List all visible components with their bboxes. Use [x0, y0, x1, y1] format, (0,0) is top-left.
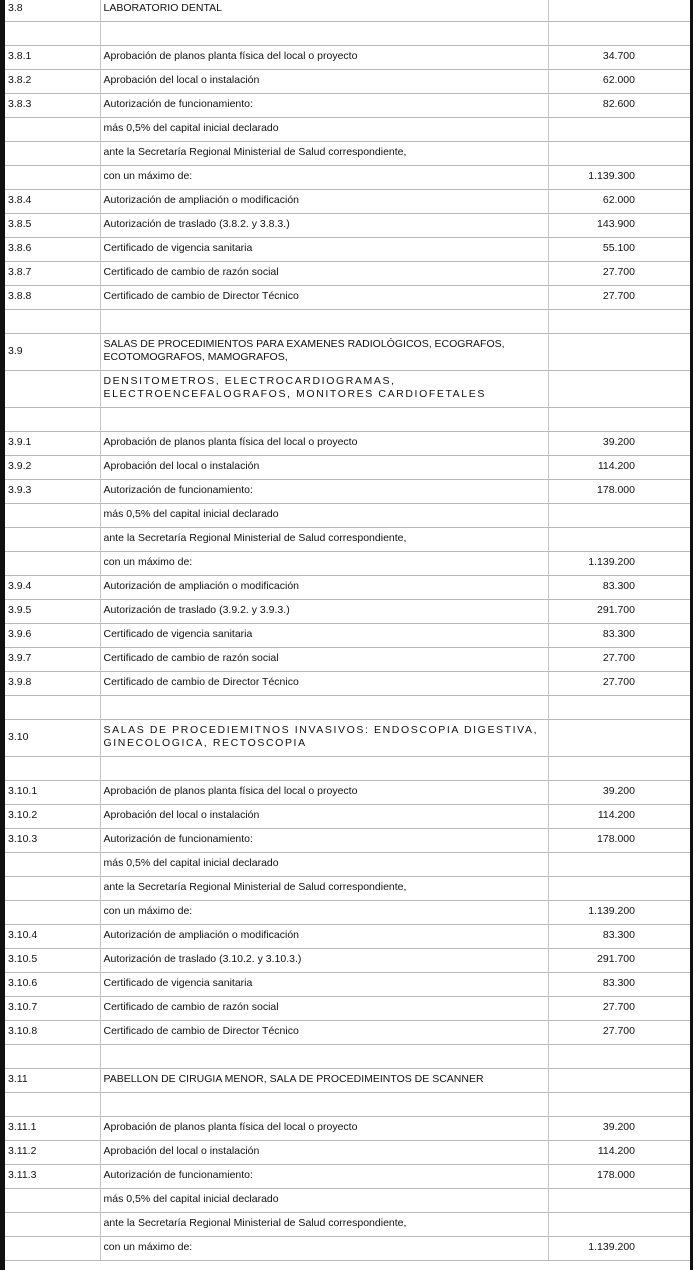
item-code: 3.8.3: [5, 94, 100, 118]
table-row: [5, 432, 690, 456]
item-description: con un máximo de:: [100, 552, 548, 576]
item-code: [5, 166, 100, 190]
item-value: [548, 528, 690, 552]
item-value: 1.139.200: [548, 1237, 690, 1261]
item-code: 3.9.6: [5, 624, 100, 648]
item-value: 55.100: [548, 238, 690, 262]
spacer-row: [5, 1045, 690, 1069]
item-value: 27.700: [548, 648, 690, 672]
item-description: Certificado de cambio de Director Técnico: [100, 672, 548, 696]
section-title: PABELLON DE CIRUGIA MENOR, SALA DE PROCEDIMEINTOS DE SCANNER: [100, 1069, 548, 1093]
table-row: [5, 238, 690, 262]
item-value: 39.200: [548, 781, 690, 805]
table-row: [5, 973, 690, 997]
section-header-row: [5, 1069, 690, 1093]
table-row: [5, 166, 690, 190]
item-description: Certificado de vigencia sanitaria: [100, 624, 548, 648]
section-title: SALAS DE PROCEDIEMITNOS INVASIVOS: ENDOSCOPIA DIGESTIVA, GINECOLOGICA, RECTOSCOPIA: [100, 720, 548, 757]
section-title-continuation: DENSITOMETROS, ELECTROCARDIOGRAMAS, ELECTROENCEFALOGRAFOS, MONITORES CARDIOFETALES: [100, 371, 548, 408]
table-row: [5, 70, 690, 94]
item-value: 114.200: [548, 805, 690, 829]
item-code: 3.9.8: [5, 672, 100, 696]
item-code: [5, 142, 100, 166]
item-code: 3.9.7: [5, 648, 100, 672]
item-description: Certificado de cambio de razón social: [100, 262, 548, 286]
item-description: Aprobación de planos planta física del local o proyecto: [100, 1117, 548, 1141]
item-description: Certificado de vigencia sanitaria: [100, 973, 548, 997]
item-description: con un máximo de:: [100, 1237, 548, 1261]
item-value: 27.700: [548, 672, 690, 696]
table-row: [5, 1141, 690, 1165]
item-value: 62.000: [548, 70, 690, 94]
item-value: 114.200: [548, 456, 690, 480]
section-value: [548, 0, 690, 22]
table-row: [5, 829, 690, 853]
table-row: [5, 528, 690, 552]
spacer-row: [5, 696, 690, 720]
table-row: [5, 214, 690, 238]
item-description: Aprobación de planos planta física del local o proyecto: [100, 781, 548, 805]
item-value: 143.900: [548, 214, 690, 238]
item-value: 83.300: [548, 624, 690, 648]
item-description: Autorización de funcionamiento:: [100, 1165, 548, 1189]
spacer-row: [5, 310, 690, 334]
item-value: 1.139.300: [548, 166, 690, 190]
item-value: 114.200: [548, 1141, 690, 1165]
item-value: 178.000: [548, 829, 690, 853]
item-code: [5, 552, 100, 576]
item-value: [548, 142, 690, 166]
item-code: 3.8.1: [5, 46, 100, 70]
item-description: Autorización de traslado (3.8.2. y 3.8.3.): [100, 214, 548, 238]
table-row: [5, 949, 690, 973]
table-row: [5, 480, 690, 504]
table-row: [5, 877, 690, 901]
item-code: 3.10.3: [5, 829, 100, 853]
table-row: [5, 805, 690, 829]
item-description: Autorización de traslado (3.10.2. y 3.10.3.): [100, 949, 548, 973]
table-row: [5, 781, 690, 805]
item-description: Autorización de ampliación o modificación: [100, 925, 548, 949]
item-description: Certificado de vigencia sanitaria: [100, 238, 548, 262]
item-value: 1.139.200: [548, 552, 690, 576]
item-description: Aprobación del local o instalación: [100, 456, 548, 480]
table-row: [5, 456, 690, 480]
item-description: más 0,5% del capital inicial declarado: [100, 1189, 548, 1213]
section-code: 3.8: [5, 0, 100, 22]
item-description: Aprobación de planos planta física del local o proyecto: [100, 432, 548, 456]
item-code: 3.11.3: [5, 1165, 100, 1189]
item-code: 3.10.7: [5, 997, 100, 1021]
item-code: 3.8.8: [5, 286, 100, 310]
item-value: 39.200: [548, 432, 690, 456]
section-value: [548, 334, 690, 371]
item-code: 3.10.2: [5, 805, 100, 829]
section-value: [548, 1069, 690, 1093]
item-value: 82.600: [548, 94, 690, 118]
item-code: 3.8.5: [5, 214, 100, 238]
item-code: 3.11.1: [5, 1117, 100, 1141]
item-value: [548, 504, 690, 528]
item-code: 3.9.4: [5, 576, 100, 600]
item-description: ante la Secretaría Regional Ministerial de Salud correspondiente,: [100, 877, 548, 901]
item-description: Certificado de cambio de razón social: [100, 997, 548, 1021]
item-code: [5, 877, 100, 901]
table-row: [5, 190, 690, 214]
section-value: [548, 720, 690, 757]
item-description: Autorización de ampliación o modificación: [100, 576, 548, 600]
table-row: [5, 286, 690, 310]
item-code: [5, 504, 100, 528]
item-code: 3.9.2: [5, 456, 100, 480]
item-description: ante la Secretaría Regional Ministerial de Salud correspondiente,: [100, 1213, 548, 1237]
item-value: 27.700: [548, 1021, 690, 1045]
item-description: más 0,5% del capital inicial declarado: [100, 853, 548, 877]
section-code: 3.9: [5, 334, 100, 371]
item-description: Autorización de funcionamiento:: [100, 94, 548, 118]
section-title: LABORATORIO DENTAL: [100, 0, 548, 22]
spacer-row: [5, 1093, 690, 1117]
item-code: 3.9.5: [5, 600, 100, 624]
section-code: 3.11: [5, 1069, 100, 1093]
item-description: con un máximo de:: [100, 901, 548, 925]
spacer-row: [5, 22, 690, 46]
item-description: ante la Secretaría Regional Ministerial de Salud correspondiente,: [100, 142, 548, 166]
table-row: [5, 552, 690, 576]
table-row: [5, 1021, 690, 1045]
item-value: 178.000: [548, 1165, 690, 1189]
item-code: [5, 1213, 100, 1237]
item-code: 3.8.6: [5, 238, 100, 262]
item-code: 3.9.3: [5, 480, 100, 504]
item-value: 83.300: [548, 925, 690, 949]
item-code: 3.8.7: [5, 262, 100, 286]
item-value: [548, 1189, 690, 1213]
item-code: 3.9.1: [5, 432, 100, 456]
item-code: 3.10.4: [5, 925, 100, 949]
item-value: 291.700: [548, 600, 690, 624]
table-row: [5, 1189, 690, 1213]
table-row: [5, 672, 690, 696]
item-code: [5, 853, 100, 877]
item-description: Aprobación de planos planta física del local o proyecto: [100, 46, 548, 70]
fee-table-body: [5, 0, 690, 1261]
item-description: Certificado de cambio de Director Técnico: [100, 286, 548, 310]
item-value: 83.300: [548, 576, 690, 600]
item-code: [5, 901, 100, 925]
item-description: Aprobación del local o instalación: [100, 1141, 548, 1165]
spacer-row: [5, 408, 690, 432]
item-code: [5, 118, 100, 142]
item-code: [5, 1237, 100, 1261]
item-value: 39.200: [548, 1117, 690, 1141]
item-description: más 0,5% del capital inicial declarado: [100, 118, 548, 142]
item-value: 62.000: [548, 190, 690, 214]
item-value: [548, 118, 690, 142]
item-description: Autorización de ampliación o modificación: [100, 190, 548, 214]
item-description: Aprobación del local o instalación: [100, 805, 548, 829]
table-row: [5, 853, 690, 877]
item-value: 83.300: [548, 973, 690, 997]
item-value: 291.700: [548, 949, 690, 973]
table-row: [5, 576, 690, 600]
item-value: [548, 853, 690, 877]
item-value: [548, 877, 690, 901]
item-code: 3.10.6: [5, 973, 100, 997]
fee-table: [5, 0, 690, 1261]
item-value: 27.700: [548, 997, 690, 1021]
item-value: 34.700: [548, 46, 690, 70]
section-header-continuation-row: [5, 371, 690, 408]
item-value: 27.700: [548, 262, 690, 286]
table-row: [5, 504, 690, 528]
item-code: 3.8.2: [5, 70, 100, 94]
table-row: [5, 118, 690, 142]
item-description: con un máximo de:: [100, 166, 548, 190]
table-row: [5, 1213, 690, 1237]
item-description: Autorización de traslado (3.9.2. y 3.9.3.): [100, 600, 548, 624]
item-code: 3.10.1: [5, 781, 100, 805]
table-row: [5, 46, 690, 70]
section-header-row: [5, 334, 690, 371]
item-description: ante la Secretaría Regional Ministerial de Salud correspondiente,: [100, 528, 548, 552]
table-row: [5, 262, 690, 286]
item-code: 3.10.8: [5, 1021, 100, 1045]
table-row: [5, 997, 690, 1021]
item-value: [548, 1213, 690, 1237]
table-row: [5, 648, 690, 672]
item-code: [5, 528, 100, 552]
item-description: Certificado de cambio de Director Técnico: [100, 1021, 548, 1045]
table-row: [5, 94, 690, 118]
item-code: 3.11.2: [5, 1141, 100, 1165]
item-description: Autorización de funcionamiento:: [100, 829, 548, 853]
table-row: [5, 1165, 690, 1189]
spacer-row: [5, 757, 690, 781]
section-header-row: [5, 0, 690, 22]
item-value: 27.700: [548, 286, 690, 310]
item-description: más 0,5% del capital inicial declarado: [100, 504, 548, 528]
item-description: Aprobación del local o instalación: [100, 70, 548, 94]
table-row: [5, 624, 690, 648]
table-row: [5, 142, 690, 166]
section-header-row: [5, 720, 690, 757]
section-code: 3.10: [5, 720, 100, 757]
item-description: Autorización de funcionamiento:: [100, 480, 548, 504]
table-row: [5, 600, 690, 624]
item-description: Certificado de cambio de razón social: [100, 648, 548, 672]
section-title: SALAS DE PROCEDIMIENTOS PARA EXAMENES RADIOLÓGICOS, ECOGRAFOS, ECOTOMOGRAFOS, MAMOGRAFOS,: [100, 334, 548, 371]
item-value: 178.000: [548, 480, 690, 504]
item-code: 3.10.5: [5, 949, 100, 973]
item-code: [5, 1189, 100, 1213]
table-row: [5, 925, 690, 949]
item-code: 3.8.4: [5, 190, 100, 214]
table-row: [5, 1237, 690, 1261]
table-row: [5, 901, 690, 925]
item-value: 1.139.200: [548, 901, 690, 925]
table-row: [5, 1117, 690, 1141]
